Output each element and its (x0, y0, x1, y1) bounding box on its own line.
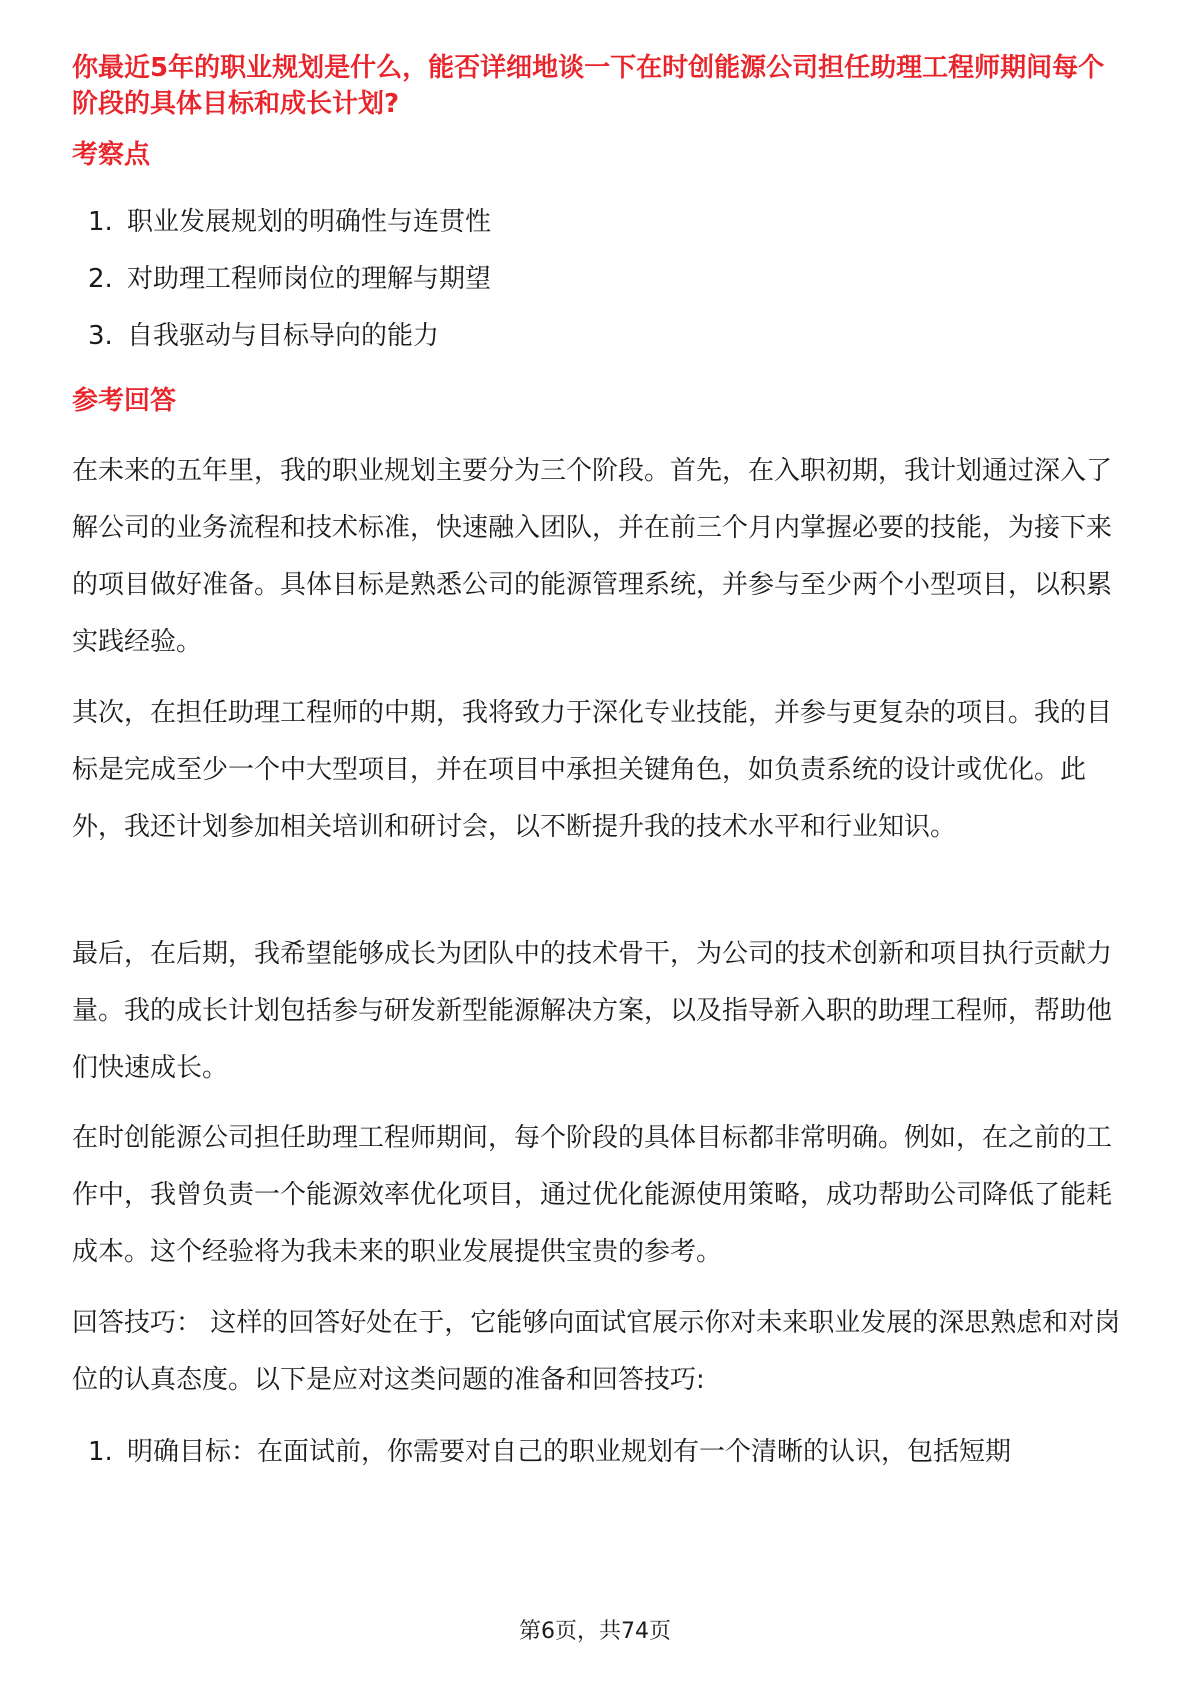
list-item-text: 职业发展规划的明确性与连贯性 (127, 207, 492, 237)
list-item (72, 262, 1122, 319)
list-item-text: 明确目标：在面试前，你需要对自己的职业规划有一个清晰的认识，包括短期 (127, 1437, 1012, 1467)
points-list (72, 205, 1122, 376)
section-heading-points: 考察点 (72, 140, 151, 170)
answer-tips-intro: 回答技巧： 这样的回答好处在于，它能够向面试官展示你对未来职业发展的深思熟虑和对岗位的认真态度。以下是应对这类问题的准备和回答技巧: (72, 1308, 1121, 1395)
section-heading-answer: 参考回答 (72, 386, 177, 416)
answer-paragraph-4: 在时创能源公司担任助理工程师期间，每个阶段的具体目标都非常明确。例如，在之前的工作中，我曾负责一个能源效率优化项目，通过优化能源使用策略，成功帮助公司降低了能耗成本。这个经验将为我未来的职业发展提供宝贵的参考。 (72, 1123, 1113, 1267)
list-item (72, 1435, 1122, 1492)
answer-paragraph-2: 其次，在担任助理工程师的中期，我将致力于深化专业技能，并参与更复杂的项目。我的目标是完成至少一个中大型项目，并在项目中承担关键角色，如负责系统的设计或优化。此外，我还计划参加相关培训和研讨会，以不断提升我的技术水平和行业知识。 (72, 698, 1113, 842)
list-item-text: 自我驱动与目标导向的能力 (127, 321, 440, 351)
answer-paragraph-1: 在未来的五年里，我的职业规划主要分为三个阶段。首先，在入职初期，我计划通过深入了解公司的业务流程和技术标准，快速融入团队，并在前三个月内掌握必要的技能，为接下来的项目做好准备。具体目标是熟悉公司的能源管理系统，并参与至少两个小型项目，以积累实践经验。 (72, 456, 1113, 657)
list-item (72, 205, 1122, 262)
question-title: 你最近5年的职业规划是什么，能否详细地谈一下在时创能源公司担任助理工程师期间每个阶段的具体目标和成长计划? (72, 53, 1105, 119)
page-footer: 第6页，共74页 (519, 1619, 671, 1644)
list-item-number: 1. (88, 1437, 113, 1467)
list-item (72, 319, 1122, 376)
tips-list (72, 1435, 1122, 1492)
list-item-number: 2. (88, 264, 113, 294)
list-item-text: 对助理工程师岗位的理解与期望 (127, 264, 492, 294)
list-item-number: 3. (88, 321, 113, 351)
list-item-number: 1. (88, 207, 113, 237)
answer-paragraph-3: 最后，在后期，我希望能够成长为团队中的技术骨干，为公司的技术创新和项目执行贡献力量。我的成长计划包括参与研发新型能源解决方案，以及指导新入职的助理工程师，帮助他们快速成长。 (72, 939, 1113, 1083)
